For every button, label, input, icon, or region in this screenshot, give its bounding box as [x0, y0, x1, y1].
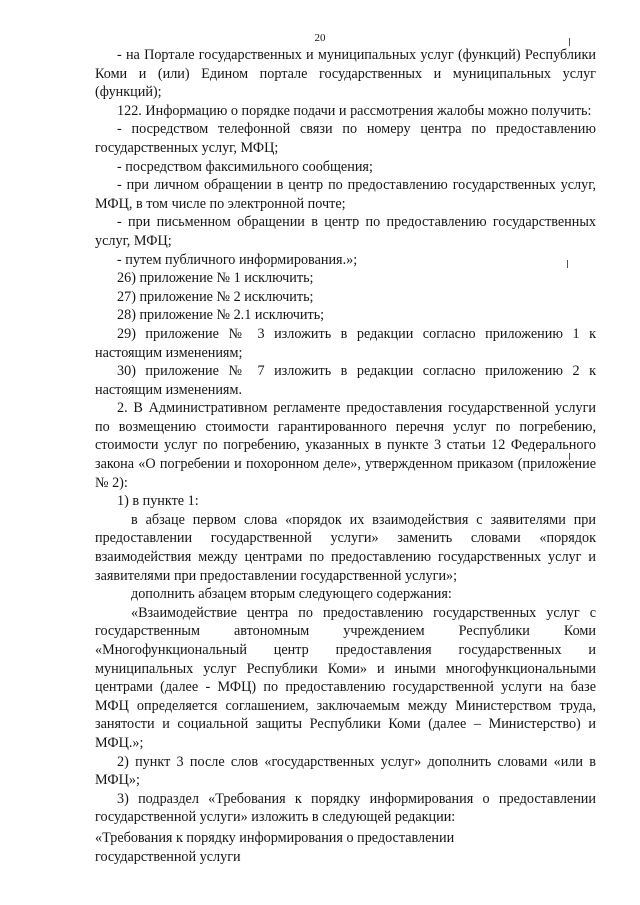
heading-line: государственной услуги [95, 848, 241, 865]
paragraph: 122. Информацию о порядке подачи и рассмотрения жалобы можно получить: [117, 102, 592, 119]
paragraph: 28) приложение № 2.1 исключить; [117, 307, 325, 324]
paragraph: 1) в пункте 1: [117, 493, 199, 510]
paragraph: в абзаце первом слова «порядок их взаимодействия с заявителями при предоставлении государственной услуги» заменить словами «порядок взаимодействия между центрами по предоставлению государственных услуг и заявителями при предоставлении государственной услуги»; [95, 511, 596, 584]
paragraph: - на Портале государственных и муниципальных услуг (функций) Республики Коми и (или) Едином портале государственных и муниципальных услуг (функций); [95, 47, 596, 101]
paragraph: 2) пункт 3 после слов «государственных услуг» дополнить словами «или в МФЦ»; [95, 753, 596, 789]
paragraph: - посредством телефонной связи по номеру центра по предоставлению государственных услуг, МФЦ; [95, 121, 596, 156]
paragraph: - посредством факсимильного сообщения; [117, 158, 373, 175]
margin-mark [569, 38, 570, 46]
paragraph: - при личном обращении в центр по предоставлению государственных услуг, МФЦ, в том числе по электронной почте; [95, 177, 596, 212]
paragraph: - при письменном обращении в центр по предоставлению государственных услуг, МФЦ; [95, 214, 596, 249]
paragraph: - путем публичного информирования.»; [117, 251, 358, 268]
page-number: 20 [314, 32, 326, 44]
paragraph: 26) приложение № 1 исключить; [117, 270, 314, 287]
paragraph: 27) приложение № 2 исключить; [117, 288, 314, 305]
section-heading [95, 829, 596, 866]
paragraph: «Взаимодействие центра по предоставлению государственных услуг с государственным автономным учреждением Республики Коми «Многофункциональный центр предоставления государственных и муниципальных услуг Республики Коми» и иными многофункциональными центрами (далее - МФЦ) по предоставлению государственной услуги на базе МФЦ определяется соглашением, заключаемым между Министерством труда, занятости и социальной защиты Республики Коми (далее – Министерство) и МФЦ.»; [95, 604, 596, 751]
paragraph: 29) приложение № 3 изложить в редакции согласно приложению 1 к настоящим изменениям; [95, 325, 596, 361]
document-body [95, 46, 596, 866]
paragraph: 2. В Административном регламенте предоставления государственной услуги по возмещению стоимости гарантированного перечня услуг по погребению, стоимости услуг по погребению, указанных в пункте 3 статьи 12 Федерального закона «О погребении и похоронном деле», утвержденном приказом (приложение № 2): [95, 400, 596, 491]
heading-line: «Требования к порядку информирования о предоставлении [95, 829, 455, 846]
paragraph: 30) приложение № 7 изложить в редакции согласно приложению 2 к настоящим изменениям. [95, 363, 596, 398]
paragraph: 3) подраздел «Требования к порядку информирования о предоставлении государственной услуги» изложить в следующей редакции: [95, 790, 596, 826]
paragraph: дополнить абзацем вторым следующего содержания: [131, 586, 452, 603]
